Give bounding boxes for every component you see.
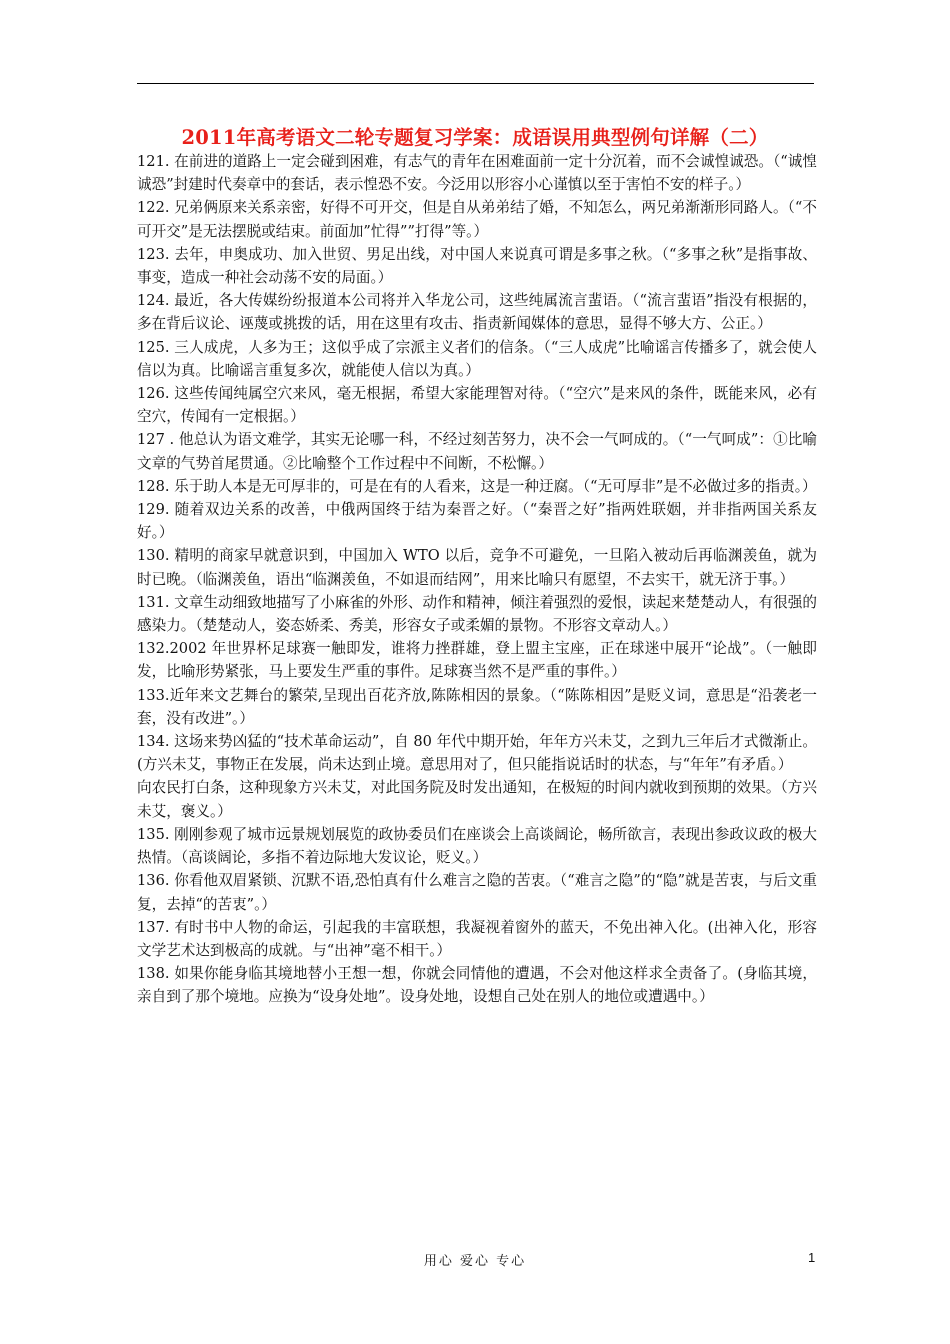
header-rule [137,83,814,84]
paragraph-121: 121. 在前进的道路上一定会碰到困难，有志气的青年在困难面前一定十分沉着，而不会诚惶诚恐。（“诚惶诚恐”封建时代奏章中的套话，表示惶恐不安。今泛用以形容小心谨慎以至于害怕不安的样子。） [137,153,817,194]
paragraph-137: 137. 有时书中人物的命运，引起我的丰富联想，我凝视着窗外的蓝天，不免出神入化。(出神入化，形容文学艺术达到极高的成就。与“出神”毫不相干。） [137,918,817,959]
document-body [137,150,817,1009]
paragraph-132: 132.2002 年世界杯足球赛一触即发，谁将力挫群雄，登上盟主宝座，正在球迷中展开“论战”。（一触即发，比喻形势紧张，马上要发生严重的事件。足球赛当然不是严重的事件。） [137,640,817,681]
footer-motto: 用心 爱心 专心 [423,1254,527,1269]
paragraph-130: 130. 精明的商家早就意识到，中国加入 WTO 以后，竞争不可避免，一旦陷入被动后再临渊羡鱼，就为时已晚。（临渊羡鱼，语出“临渊羡鱼，不如退而结网”，用来比喻只有愿望，不去实干，就无济于事。） [137,547,817,588]
paragraph-133: 133.近年来文艺舞台的繁荣,呈现出百花齐放,陈陈相因的景象。（“陈陈相因”是贬义词，意思是“沿袭老一套，没有改进”。） [137,686,817,727]
paragraph-125: 125. 三人成虎，人多为王；这似乎成了宗派主义者们的信条。（“三人成虎”比喻谣言传播多了，就会使人信以为真。比喻谣言重复多次，就能使人信以为真。） [137,338,817,379]
paragraph-136: 136. 你看他双眉紧锁、沉默不语,恐怕真有什么难言之隐的苦衷。（“难言之隐”的“隐”就是苦衷，与后文重复，去掉“的苦衷”。） [137,872,817,913]
page-number: 1 [808,1250,816,1265]
paragraph-134: 134. 这场来势凶猛的“技术革命运动”，自 80 年代中期开始，年年方兴未艾，之到九三年后才式微渐止。(方兴未艾，事物正在发展，尚未达到止境。意思用对了，但只能指说话时的状态，与“年年”有矛盾。） [137,733,817,774]
paragraph-138: 138. 如果你能身临其境地替小王想一想，你就会同情他的遭遇，不会对他这样求全责备了。(身临其境，亲自到了那个境地。应换为“设身处地”。设身处地，设想自己处在别人的地位或遭遇中。） [137,965,817,1006]
paragraph-123: 123. 去年，申奥成功、加入世贸、男足出线，对中国人来说真可谓是多事之秋。（“多事之秋”是指事故、事变，造成一种社会动荡不安的局面。） [137,245,817,287]
paragraph-129: 129. 随着双边关系的改善，中俄两国终于结为秦晋之好。（“秦晋之好”指两姓联姻，并非指两国关系友好。） [137,501,817,542]
paragraph-122: 122. 兄弟俩原来关系亲密，好得不可开交，但是自从弟弟结了婚，不知怎么，两兄弟渐渐形同路人。（“不可开交”是无法摆脱或结束。前面加”忙得””打得”等。） [137,199,817,240]
paragraph-135: 135. 刚刚参观了城市远景规划展览的政协委员们在座谈会上高谈阔论，畅所欲言，表现出参政议政的极大热情。（高谈阔论，多指不着边际地大发议论，贬义。） [137,825,817,867]
paragraph-128: 128. 乐于助人本是无可厚非的，可是在有的人看来，这是一种迂腐。（“无可厚非”是不必做过多的指责。） [137,477,817,495]
paragraph-131: 131. 文章生动细致地描写了小麻雀的外形、动作和精神，倾注着强烈的爱恨，读起来楚楚动人，有很强的感染力。（楚楚动人，姿态娇柔、秀美，形容女子或柔媚的景物。不形容文章动人。） [137,593,817,635]
paragraph-124: 124. 最近，各大传媒纷纷报道本公司将并入华龙公司，这些纯属流言蜚语。（“流言蜚语”指没有根据的，多在背后议论、诬蔑或挑拨的话，用在这里有攻击、指责新闻媒体的意思，显得不够大方、公正。） [137,292,817,333]
paragraph-127: 127 . 他总认为语文难学，其实无论哪一科，不经过刻苦努力，决不会一气呵成的。（“一气呵成”：①比喻文章的气势首尾贯通。②比喻整个工作过程中不间断，不松懈。） [137,431,817,472]
page-title: 2011年高考语文二轮专题复习学案：成语误用典型例句详解（二） [181,126,769,149]
page-footer [0,1250,950,1270]
paragraph-126: 126. 这些传闻纯属空穴来风，毫无根据，希望大家能理智对待。（“空穴”是来风的条件，既能来风，必有空穴，传闻有一定根据。） [137,385,817,426]
paragraph-134-example: 向农民打白条，这种现象方兴未艾，对此国务院及时发出通知，在极短的时间内就收到预期的效果。（方兴未艾，褒义。） [137,779,817,820]
